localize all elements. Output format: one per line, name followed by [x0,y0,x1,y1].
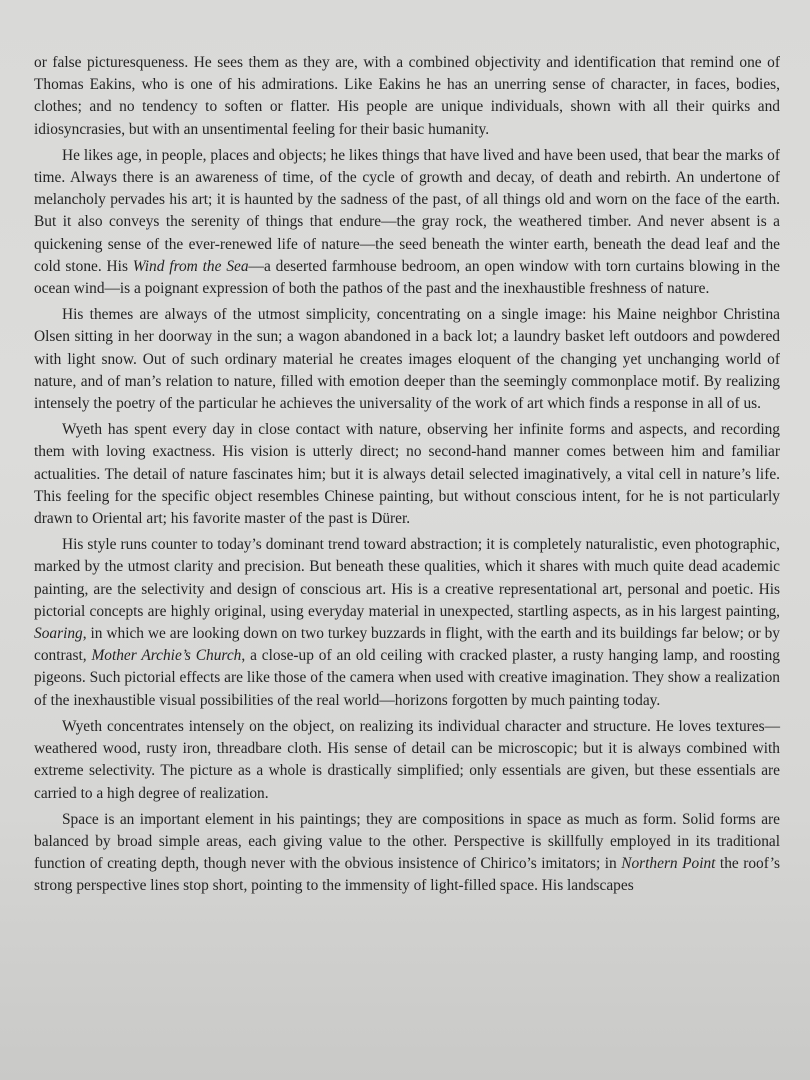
text-run: —a deserted farmhouse bedroom, an open window with torn curtains blowing in the ocean wind—is a poignant expression of both the pathos of the past and the inexhaustible freshness of nature. [34,257,780,298]
paragraph [34,304,780,415]
italic-title: Soaring [34,625,83,643]
text-run: , a close-up of an old ceiling with cracked plaster, a rusty hanging lamp, and roosting pigeons. Such pictorial effects are like those of the camera when used with creative imagination. They show a realization of the inexhaustible visual possibilities of the real world—horizons forgotten by much painting today. [34,647,780,709]
paragraph [34,419,780,530]
paragraph [34,716,780,805]
text-run: Space is an important element in his paintings; they are compositions in space as much as form. Solid forms are balanced by broad simple areas, each giving value to the other. Perspective is skillfully employed in its traditional function of creating depth, though never with the obvious insistence of Chirico’s imitators; in [34,810,780,873]
italic-title: Northern Point [621,855,716,873]
paragraph [34,145,780,300]
italic-title: Mother Archie’s Church [91,647,242,665]
paragraph [34,52,780,141]
text-run: Wyeth has spent every day in close contact with nature, observing her infinite forms and aspects, and recording them with loving exactness. His vision is utterly direct; no second-hand manner comes between him and familiar actualities. The detail of nature fascinates him; but it is always detail selected imaginatively, a vital cell in nature’s life. This feeling for the specific object resembles Chinese painting, but without conscious intent, for he is not particularly drawn to Oriental art; his favorite master of the past is Dürer. [34,421,780,528]
text-run: or false picturesqueness. He sees them as they are, with a combined objectivity and identification that remind one of Thomas Eakins, who is one of his admirations. Like Eakins he has an unerring sense of character, in faces, bodies, clothes; and no tendency to soften or flatter. His people are unique individuals, shown with all their quirks and idiosyncrasies, but with an unsentimental feeling for their basic humanity. [34,54,780,138]
page-text-body [34,52,780,898]
paragraph [34,534,780,712]
italic-title: Wind from the Sea [132,257,249,275]
text-run: the roof’s strong perspective lines stop short, pointing to the immensity of light-filled space. His landscapes [34,855,780,895]
text-run: Wyeth concentrates intensely on the object, on realizing its individual character and structure. He loves textures—weathered wood, rusty iron, threadbare cloth. His sense of detail can be microscopic; but it is always combined with extreme selectivity. The picture as a whole is drastically simplified; only essentials are given, but these essentials are carried to a high degree of realization. [34,717,780,802]
text-run: , in which we are looking down on two turkey buzzards in flight, with the earth and its buildings far below; or by contrast, [34,625,780,665]
text-run: His themes are always of the utmost simplicity, concentrating on a single image: his Maine neighbor Christina Olsen sitting in her doorway in the sun; a wagon abandoned in a back lot; a laundry basket left outdoors and powdered with light snow. Out of such ordinary material he creates images eloquent of the changing yet unchanging world of nature, and of man’s relation to nature, filled with emotion deeper than the seemingly commonplace motif. By realizing intensely the poetry of the particular he achieves the universality of the work of art which finds a response in all of us. [34,306,780,413]
paragraph [34,809,780,898]
text-run: His style runs counter to today’s dominant trend toward abstraction; it is completely naturalistic, even photographic, marked by the utmost clarity and precision. But beneath these qualities, which it shares with much quite dead academic painting, are the selectivity and design of conscious art. His is a creative representational art, personal and poetic. His pictorial concepts are highly original, using everyday material in unexpected, startling aspects, as in his largest painting, [34,536,780,620]
text-run: He likes age, in people, places and objects; he likes things that have lived and have been used, that bear the marks of time. Always there is an awareness of time, of the cycle of growth and decay, of death and rebirth. An undertone of melancholy pervades his art; it is haunted by the sadness of the past, of all things old and worn on the face of the earth. But it also conveys the serenity of things that endure—the gray rock, the weathered timber. And never absent is a quickening sense of the ever-renewed life of nature—the seed beneath the winter earth, beneath the dead leaf and the cold stone. His [34,146,780,275]
